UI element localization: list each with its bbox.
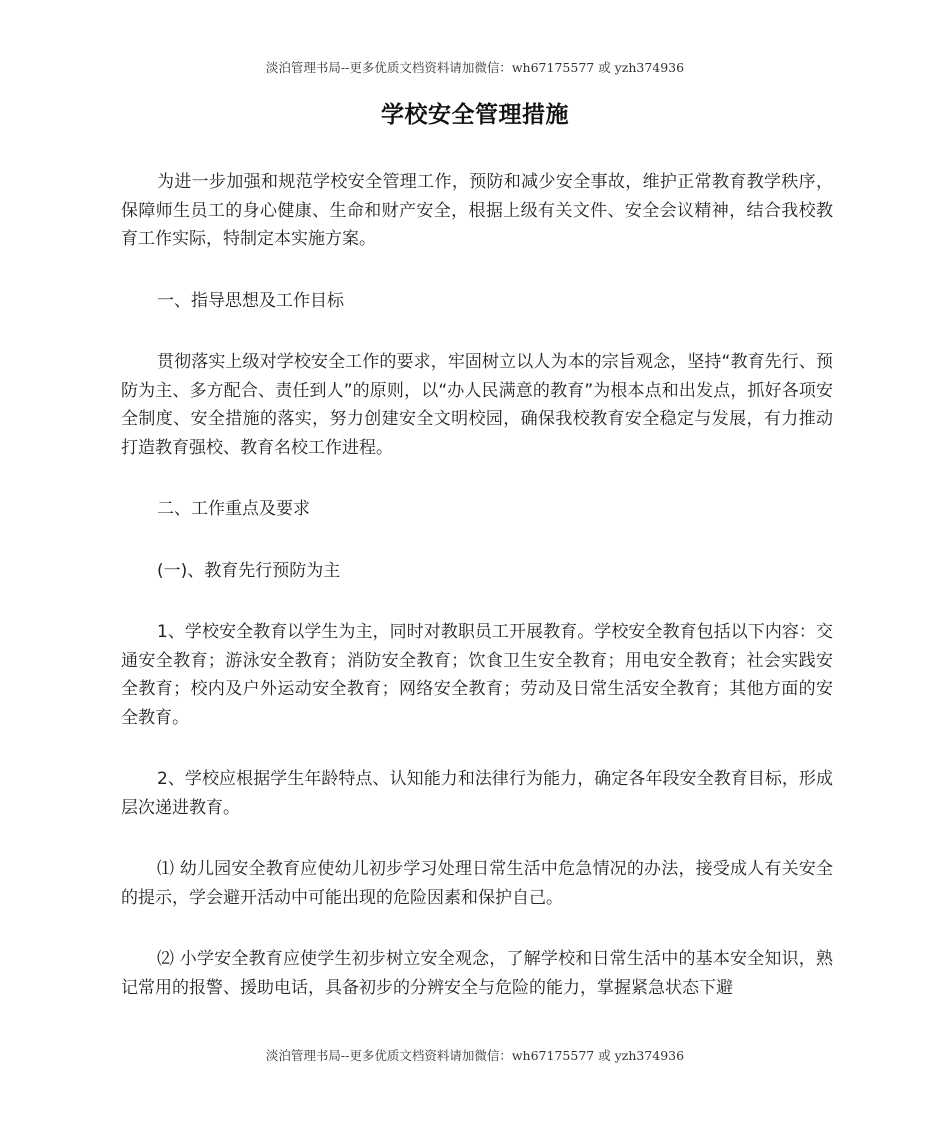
item-2-paragraph: 2、学校应根据学生年龄特点、认知能力和法律行为能力，确定各年段安全教育目标，形成层次递进教育。	[121, 769, 833, 818]
section-2-heading: 二、工作重点及要求	[157, 499, 310, 519]
header-watermark-note: 淡泊管理书局--更多优质文档资料请加微信：wh67175577 或 yzh374936	[265, 60, 685, 75]
section-1-heading: 一、指导思想及工作目标	[157, 290, 344, 311]
intro-paragraph: 为进一步加强和规范学校安全管理工作，预防和减少安全事故，维护正常教育教学秩序，保障师生员工的身心健康、生命和财产安全，根据上级有关文件、安全会议精神，结合我校教育工作实际，特制定本实施方案。	[121, 172, 833, 249]
document-title: 学校安全管理措施	[381, 102, 569, 128]
item-2-sub-2-paragraph: ⑵ 小学安全教育应使学生初步树立安全观念，了解学校和日常生活中的基本安全知识，熟记常用的报警、援助电话，具备初步的分辨安全与危险的能力，掌握紧急状态下避	[121, 949, 833, 998]
footer-watermark-note: 淡泊管理书局--更多优质文档资料请加微信：wh67175577 或 yzh374936	[265, 1048, 685, 1063]
item-2-sub-1-paragraph: ⑴ 幼儿园安全教育应使幼儿初步学习处理日常生活中危急情况的办法，接受成人有关安全的提示，学会避开活动中可能出现的危险因素和保护自己。	[121, 859, 833, 908]
document-body	[121, 168, 833, 1002]
section-1-paragraph: 贯彻落实上级对学校安全工作的要求，牢固树立以人为本的宗旨观念，坚持“教育先行、预防为主、多方配合、责任到人”的原则，以“办人民满意的教育”为根本点和出发点，抓好各项安全制度、安全措施的落实，努力创建安全文明校园，确保我校教育安全稳定与发展，有力推动打造教育强校、教育名校工作进程。	[121, 352, 833, 458]
item-1-paragraph: 1、学校安全教育以学生为主，同时对教职员工开展教育。学校安全教育包括以下内容：交通安全教育；游泳安全教育；消防安全教育；饮食卫生安全教育；用电安全教育；社会实践安全教育；校内及户外运动安全教育；网络安全教育；劳动及日常生活安全教育；其他方面的安全教育。	[121, 622, 833, 728]
subsection-1-heading: (一)、教育先行预防为主	[157, 560, 341, 581]
